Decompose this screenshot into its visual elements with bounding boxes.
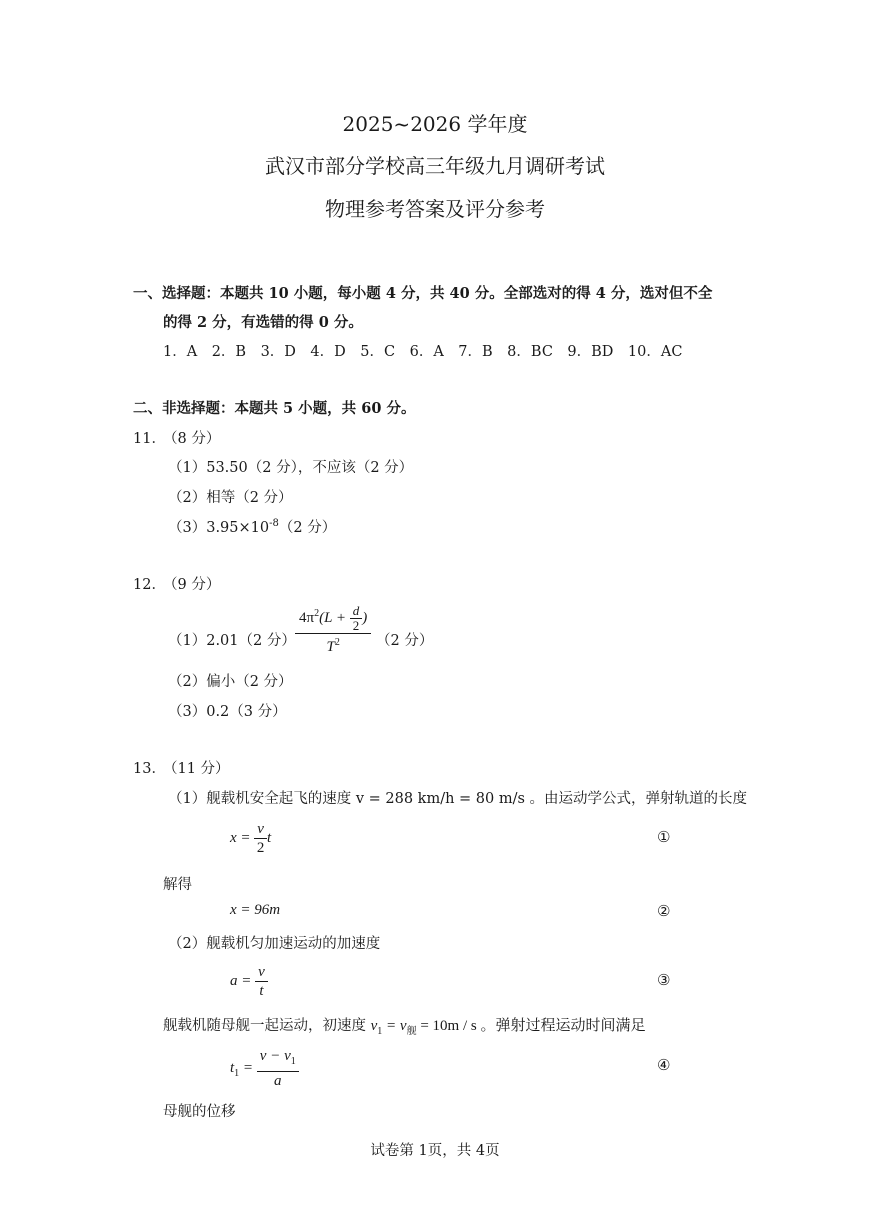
page-footer: 试卷第 1页，共 4页 — [370, 1143, 500, 1159]
title-exam: 武汉市部分学校高三年级九月调研考试 — [265, 154, 605, 178]
q11-answer-2: （2）相等（2 分） — [168, 490, 293, 506]
q12-fraction-denominator: $T^2$ — [326, 637, 340, 655]
q11-answer-3-base: （3）3.95×10 — [168, 520, 270, 536]
part2-heading: 二、非选择题：本题共 5 小题，共 60 分。 — [133, 400, 416, 417]
q12-answer-1-score: （2 分） — [376, 633, 434, 649]
q13-equation-3: a = $\frac{v}{t}$ — [230, 963, 268, 1000]
q12-fraction — [295, 604, 371, 656]
equation-marker-1: ① — [657, 828, 671, 846]
q13-equation-1: x = $\frac{v}{2}$ t — [230, 821, 272, 856]
q11-answer-1: （1）53.50（2 分），不应该（2 分） — [168, 460, 414, 476]
q12-formula — [295, 604, 371, 656]
q12-fraction-numerator: $4\pi^2(L$ + $\frac{d}{2}$ ) — [295, 604, 371, 634]
q11-answer-3-exponent: -8 — [269, 518, 279, 530]
title-year: 2025~2026 学年度 — [342, 112, 528, 136]
q12-answer-2: （2）偏小（2 分） — [168, 674, 293, 690]
q11-score: （8 分） — [163, 431, 221, 447]
part1-heading-cont: 的得 2 分，有选错的得 0 分。 — [163, 314, 363, 331]
q12-answer-3: （3）0.2（3 分） — [168, 704, 287, 720]
part1-heading: 一、选择题：本题共 10 小题，每小题 4 分，共 40 分。全部选对的得 4 分，选对但不全 — [133, 285, 713, 302]
q13-equation-4: $t_1$ = $\frac{v - v_1}{a}$ — [230, 1047, 299, 1090]
q13-part1-text: （1）舰载机安全起飞的速度 v = 288 km/h = 80 m/s 。由运动学公式，弹射轨道的长度 — [168, 791, 748, 807]
part1-answers: 1．A 2．B 3．D 4．D 5．C 6．A 7．B 8．BC 9．BD 10．AC — [163, 344, 683, 360]
equation-marker-3: ③ — [657, 971, 671, 989]
q12-d-over-2: $\frac{d}{2}$ — [350, 604, 363, 633]
q12-score: （9 分） — [163, 577, 221, 593]
q11-number: 11． — [133, 431, 166, 447]
title-subject: 物理参考答案及评分参考 — [325, 197, 545, 221]
equation-marker-4: ④ — [657, 1056, 671, 1074]
q13-score: （11 分） — [163, 761, 230, 777]
q13-part2-text: （2）舰载机匀加速运动的加速度 — [168, 936, 381, 952]
q11-answer-3 — [168, 516, 336, 537]
q13-solve-label: 解得 — [163, 877, 192, 893]
q12-number: 12． — [133, 577, 166, 593]
q13-part2-displacement: 母舰的位移 — [163, 1104, 236, 1120]
q13-equation-2: x = 96m — [230, 902, 281, 918]
q11-answer-3-score: （2 分） — [278, 520, 337, 536]
q12-answer-1: （1）2.01（2 分） — [168, 633, 296, 649]
q13-part2-description: 舰载机随母舰一起运动，初速度 $v_1 = v_舰 = 10m / s$ 。弹射过程运动时间满足 — [163, 1018, 646, 1037]
equation-marker-2: ② — [657, 902, 671, 920]
q13-number: 13． — [133, 761, 166, 777]
